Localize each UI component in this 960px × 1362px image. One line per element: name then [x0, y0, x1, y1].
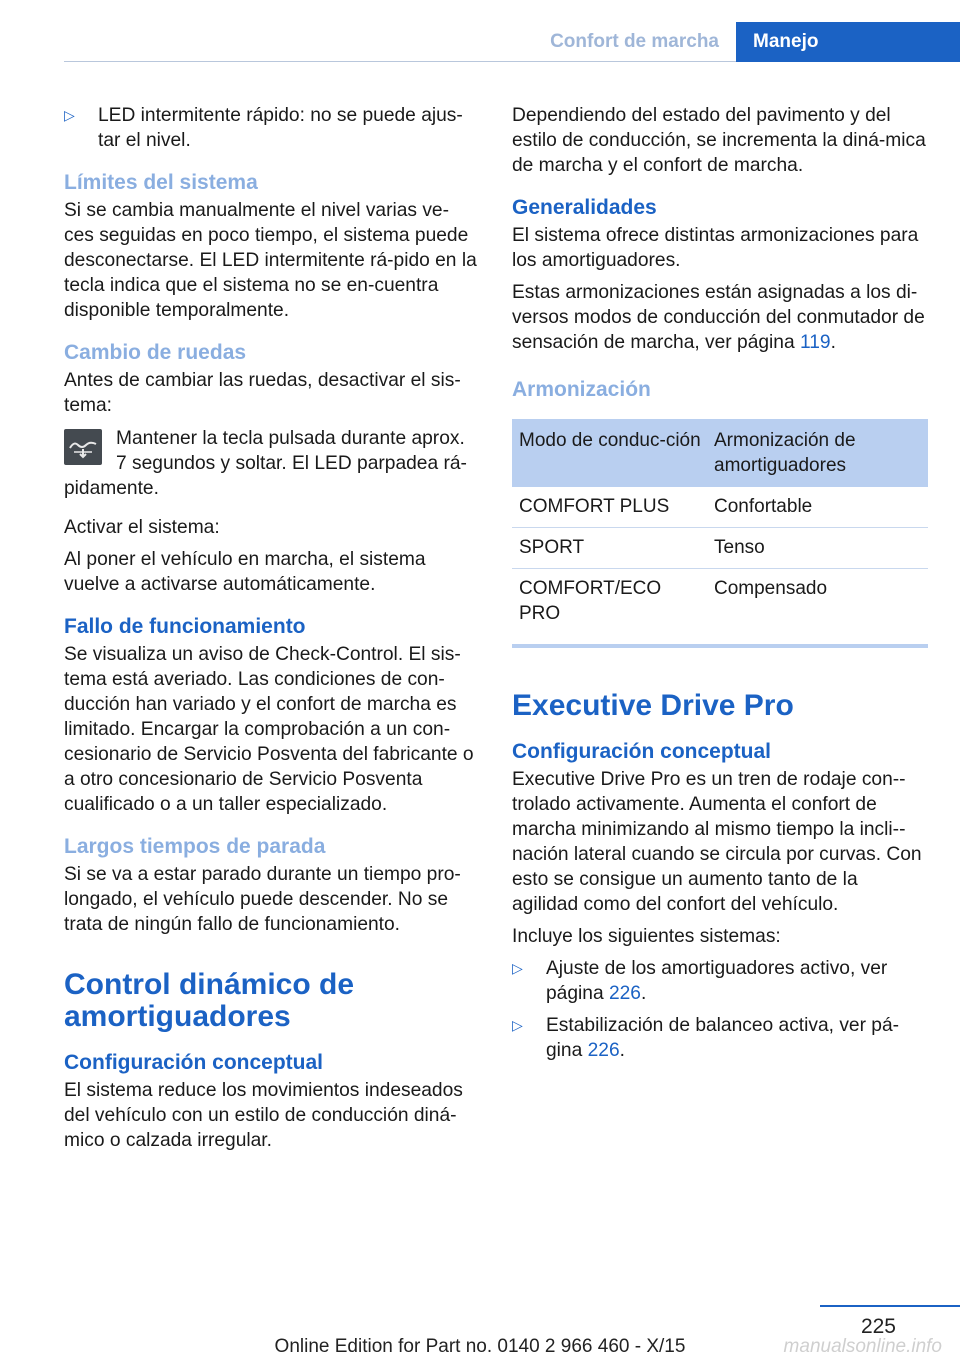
armonizacion-table [512, 419, 928, 648]
list-item: ▷ Ajuste de los amortiguadores activo, ver página 226. [512, 958, 888, 1004]
paragraph-generalidades-2: Estas armonizaciones están asignadas a los di‐versos modos de conducción del conmutador de sensación de marcha, ver página 119. [512, 282, 925, 353]
instruction-text-continued: pidamente. [64, 478, 159, 499]
page-link[interactable]: 226 [608, 983, 641, 1004]
table-row [512, 528, 928, 569]
heading-fallo: Fallo de funcionamiento [64, 615, 306, 638]
column-header: Modo de conduc‐ción [512, 419, 707, 487]
paragraph-dependiendo: Dependiendo del estado del pavimento y del estilo de conducción, se incrementa la diná‐mica de marcha y el confort de marcha. [512, 105, 926, 176]
paragraph-incluye: Incluye los siguientes sistemas: [512, 926, 781, 947]
paragraph-configuracion: El sistema reduce los movimientos indeseados del vehículo con un estilo de conducción diná‐mico o calzada irregular. [64, 1080, 463, 1151]
instruction-text: Mantener la tecla pulsada durante aprox. 7 segundos y soltar. El LED parpadea rá‐ [116, 428, 467, 474]
header-chapter-tab[interactable]: Manejo [736, 22, 960, 62]
table-cell: COMFORT/ECO PRO [512, 569, 707, 647]
heading-configuracion: Configuración conceptual [512, 740, 772, 763]
table-cell: Confortable [707, 487, 928, 528]
table-cell: Compensado [707, 569, 928, 647]
page-header [0, 0, 960, 62]
section-title-executive: Executive Drive Pro [512, 689, 794, 722]
page-link[interactable]: 226 [587, 1040, 620, 1061]
paragraph-al-poner: Al poner el vehículo en marcha, el sistema vuelve a activarse automáticamente. [64, 549, 426, 595]
page-link[interactable]: 119 [800, 332, 831, 353]
list-item-text: Estabilización de balanceo activa, ver pá‐gina [546, 1015, 900, 1061]
paragraph-largos-tiempos: Si se va a estar parado durante un tiempo pro‐longado, el vehículo puede descender. No se trata de ningún fallo de funcionamiento. [64, 864, 461, 935]
triangle-bullet-icon: ▷ [512, 1017, 523, 1033]
paragraph-limites: Si se cambia manualmente el nivel varias ve‐ces seguidas en poco tiempo, el sistema puede desconectarse. El LED intermitente rá‐pido en la tecla indica que el sistema no se en‐cuentra disponible temporalmente. [64, 200, 477, 321]
damper-button-icon [64, 429, 102, 465]
heading-limites: Límites del sistema [64, 171, 258, 194]
section-title-control: Control dinámico de amortiguadores [64, 968, 355, 1033]
heading-largos-tiempos: Largos tiempos de parada [64, 835, 326, 858]
heading-cambio-ruedas: Cambio de ruedas [64, 341, 247, 364]
heading-generalidades: Generalidades [512, 196, 657, 219]
table-cell: COMFORT PLUS [512, 487, 707, 528]
paragraph-cambio-ruedas: Antes de cambiar las ruedas, desactivar el sis‐tema: [64, 370, 461, 416]
table-cell: Tenso [707, 528, 928, 569]
list-item [64, 103, 478, 153]
page-number: 225 [860, 1315, 896, 1338]
watermark: manualsonline.info [783, 1336, 942, 1357]
heading-armonizacion: Armonización [512, 378, 651, 401]
table-row [512, 569, 928, 647]
left-column [64, 103, 478, 1160]
paragraph-executive: Executive Drive Pro es un tren de rodaje con‐-trolado activamente. Aumenta el confort de marcha minimizando al mismo tiempo la incli‐-nación lateral cuando se circula por curvas. Con esto se consigue un aumento tanto de la agilidad como del confort del vehículo. [512, 769, 922, 915]
paragraph-text: Estas armonizaciones están asignadas a los di‐versos modos de conducción del conmutador de sensación de marcha, ver página [512, 282, 925, 353]
header-section-title[interactable]: Confort de marcha [550, 31, 719, 52]
list-item-text: Ajuste de los amortiguadores activo, ver página [546, 958, 888, 1004]
paragraph-fallo: Se visualiza un aviso de Check-Control. El sis‐tema está averiado. Las condiciones de con‐ducción han variado y el confort de marcha es limitado. Encargar la comprobación a un con‐cesionario de Servicio Posventa del fabricante o a otro concesionario de Servicio Posventa cualificado o a un taller especializado. [64, 644, 474, 815]
right-column [512, 103, 926, 1070]
footer-rule [820, 1305, 960, 1307]
paragraph-activar: Activar el sistema: [64, 517, 220, 538]
list-item-text: LED intermitente rápido: no se puede ajus‐tar el nivel. [98, 105, 463, 151]
table-cell: SPORT [512, 528, 707, 569]
paragraph-generalidades-1: El sistema ofrece distintas armonizaciones para los amortiguadores. [512, 225, 919, 271]
table-header-row [512, 419, 928, 487]
heading-configuracion: Configuración conceptual [64, 1051, 324, 1074]
button-instruction [64, 426, 478, 501]
table-row [512, 487, 928, 528]
triangle-bullet-icon: ▷ [512, 960, 523, 976]
triangle-bullet-icon: ▷ [64, 107, 75, 123]
edition-footer: Online Edition for Part no. 0140 2 966 460 - X/15 [274, 1336, 686, 1357]
column-header: Armonización de amortiguadores [707, 419, 928, 487]
list-item: ▷ Estabilización de balanceo activa, ver pá‐gina 226. [512, 1015, 900, 1061]
